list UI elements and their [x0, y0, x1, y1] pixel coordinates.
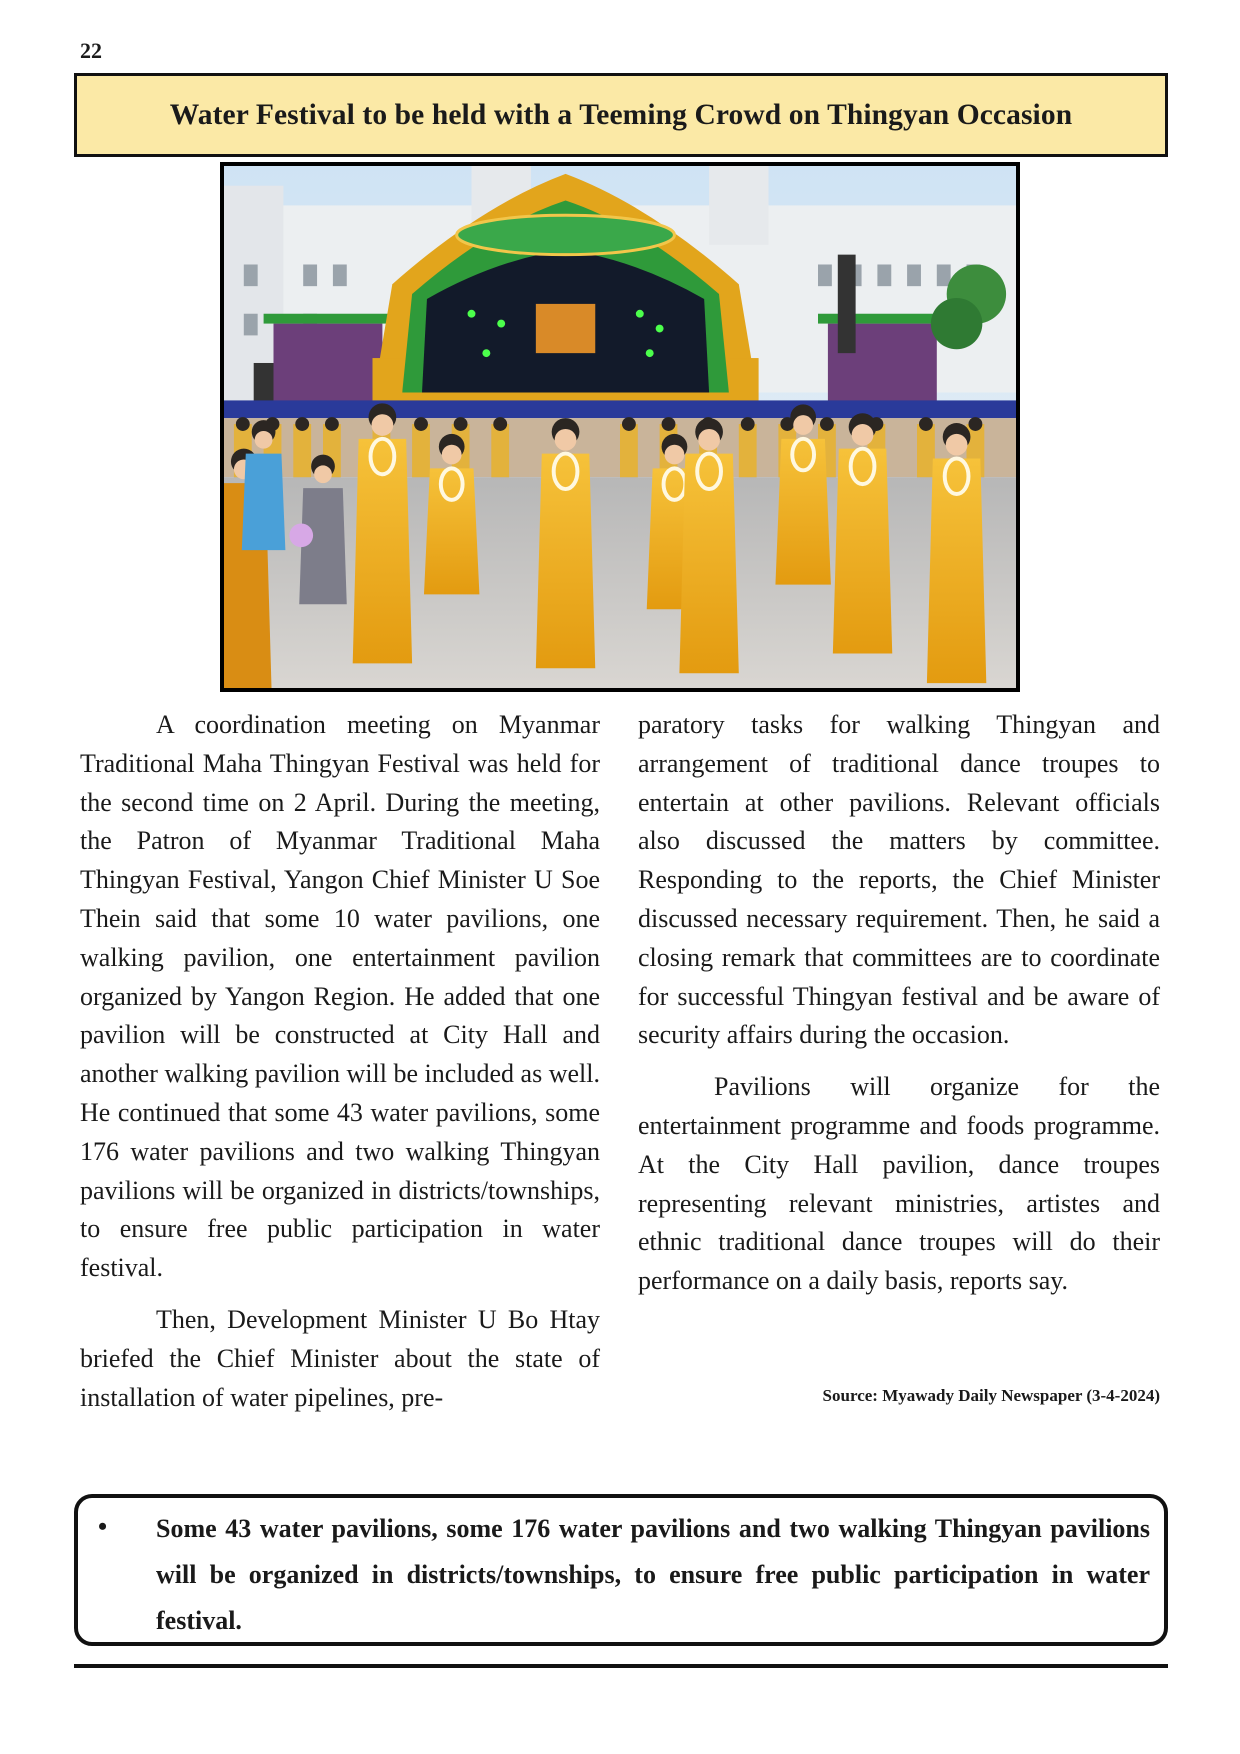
bullet-icon: •: [98, 1512, 108, 1541]
page-number: 22: [80, 38, 102, 63]
bottom-rule: [74, 1664, 1168, 1668]
article-paragraph: Then, Development Minister U Bo Htay briefed the Chief Minister about the state of installation of water pipelines, pre-: [80, 1304, 600, 1412]
headline: Water Festival to be held with a Teeming Crowd on Thingyan Occasion: [169, 98, 1073, 131]
article-paragraph: paratory tasks for walking Thingyan and arrangement of traditional dance troupes to entertain at other pavilions. Relevant officials also discussed the matters by committee. Responding to the reports, the Chief Minister discussed necessary requirement. Then, he said a closing remark that committees are to coordinate for successful Thingyan festival and be aware of security affairs during the occasion.: [638, 710, 1160, 1050]
festival-photo: [220, 162, 1020, 692]
article-column-left: [80, 706, 600, 1430]
article-column-right: [638, 706, 1160, 1314]
article-paragraph: Pavilions will organize for the entertainment programme and foods programme. At the City Hall pavilion, dance troupes representing relevant ministries, artistes and ethnic traditional dance troupes will do their performance on a daily basis, reports say.: [638, 1072, 1160, 1296]
highlight-text: Some 43 water pavilions, some 176 water pavilions and two walking Thingyan pavilions will be organized in districts/townships, to ensure free public participation in water festival.: [156, 1514, 1150, 1635]
highlight-box: [74, 1494, 1168, 1646]
festival-dance-photo-icon: [224, 166, 1016, 688]
headline-box: [74, 73, 1168, 157]
article-paragraph: A coordination meeting on Myanmar Traditional Maha Thingyan Festival was held for the second time on 2 April. During the meeting, the Patron of Myanmar Traditional Maha Thingyan Festival, Yangon Chief Minister U Soe Thein said that some 10 water pavilions, one walking pavilion, one entertainment pavilion organized by Yangon Region. He added that one pavilion will be constructed at City Hall and another walking pavilion will be included as well. He continued that some 43 water pavilions, some 176 water pavilions and two walking Thingyan pavilions will be organized in districts/townships, to ensure free public participation in water festival.: [80, 710, 600, 1283]
source-credit: Source: Myawady Daily Newspaper (3-4-2024): [822, 1386, 1160, 1405]
